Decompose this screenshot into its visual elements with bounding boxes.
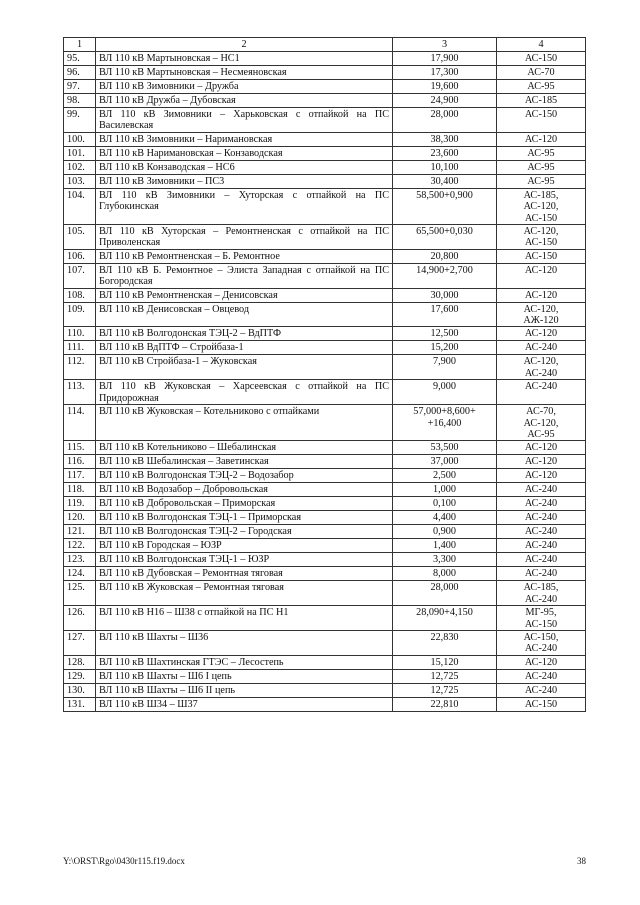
line-length: 17,900 — [393, 52, 497, 66]
wire-type: АС-70 — [497, 66, 586, 80]
wire-type: АС-240 — [497, 567, 586, 581]
wire-type: АС-120, АС-240 — [497, 355, 586, 380]
table-row — [64, 553, 586, 567]
row-number: 126. — [64, 606, 96, 631]
line-length: 3,300 — [393, 553, 497, 567]
table-row — [64, 132, 586, 146]
table-row — [64, 66, 586, 80]
row-number: 123. — [64, 553, 96, 567]
line-name: ВЛ 110 кВ Наримановская – Конзаводская — [96, 146, 393, 160]
line-name: ВЛ 110 кВ Волгодонская ТЭЦ-1 – Приморская — [96, 511, 393, 525]
wire-type: АС-240 — [497, 669, 586, 683]
line-name: ВЛ 110 кВ Конзаводская – НС6 — [96, 160, 393, 174]
table-row — [64, 327, 586, 341]
table-row — [64, 567, 586, 581]
line-length: 12,725 — [393, 669, 497, 683]
row-number: 129. — [64, 669, 96, 683]
line-name: ВЛ 110 кВ Стройбаза-1 – Жуковская — [96, 355, 393, 380]
line-length: 57,000+8,600+ +16,400 — [393, 405, 497, 441]
footer-file-path: Y:\ORST\Rgo\0430r115.f19.docx — [63, 856, 185, 866]
table-row — [64, 52, 586, 66]
row-number: 111. — [64, 341, 96, 355]
wire-type: АС-120 — [497, 288, 586, 302]
row-number: 118. — [64, 483, 96, 497]
line-length: 4,400 — [393, 511, 497, 525]
row-number: 100. — [64, 132, 96, 146]
line-length: 2,500 — [393, 469, 497, 483]
wire-type: АС-240 — [497, 497, 586, 511]
line-length: 20,800 — [393, 249, 497, 263]
table-header-row — [64, 38, 586, 52]
table-row — [64, 146, 586, 160]
row-number: 112. — [64, 355, 96, 380]
row-number: 103. — [64, 174, 96, 188]
line-name: ВЛ 110 кВ Волгодонская ТЭЦ-1 – ЮЗР — [96, 553, 393, 567]
table-row — [64, 655, 586, 669]
row-number: 127. — [64, 630, 96, 655]
row-number: 99. — [64, 108, 96, 133]
table-row — [64, 288, 586, 302]
line-length: 30,000 — [393, 288, 497, 302]
line-name: ВЛ 110 кВ Шахты – Ш6 I цепь — [96, 669, 393, 683]
table-row — [64, 455, 586, 469]
wire-type: АС-240 — [497, 511, 586, 525]
wire-type: АС-240 — [497, 525, 586, 539]
wire-type: АС-120 — [497, 655, 586, 669]
line-name: ВЛ 110 кВ Жуковская – Ремонтная тяговая — [96, 581, 393, 606]
table-row — [64, 683, 586, 697]
row-number: 130. — [64, 683, 96, 697]
table-row — [64, 380, 586, 405]
wire-type: АС-95 — [497, 174, 586, 188]
line-length: 0,900 — [393, 525, 497, 539]
line-length: 28,000 — [393, 581, 497, 606]
table-row — [64, 539, 586, 553]
row-number: 106. — [64, 249, 96, 263]
line-name: ВЛ 110 кВ Шахты – Ш6 II цепь — [96, 683, 393, 697]
wire-type: АС-95 — [497, 146, 586, 160]
wire-type: АС-240 — [497, 539, 586, 553]
line-length: 15,120 — [393, 655, 497, 669]
line-name: ВЛ 110 кВ Мартыновская – Несмеяновская — [96, 66, 393, 80]
line-name: ВЛ 110 кВ Шебалинская – Заветинская — [96, 455, 393, 469]
line-length: 14,900+2,700 — [393, 263, 497, 288]
line-length: 15,200 — [393, 341, 497, 355]
table-row — [64, 80, 586, 94]
line-length: 12,500 — [393, 327, 497, 341]
wire-type: АС-240 — [497, 380, 586, 405]
line-length: 10,100 — [393, 160, 497, 174]
row-number: 104. — [64, 188, 96, 224]
row-number: 119. — [64, 497, 96, 511]
line-length: 9,000 — [393, 380, 497, 405]
line-name: ВЛ 110 кВ Жуковская – Котельниково с отпайками — [96, 405, 393, 441]
wire-type: АС-120, АС-150 — [497, 225, 586, 250]
table-row — [64, 497, 586, 511]
table-row — [64, 188, 586, 224]
row-number: 120. — [64, 511, 96, 525]
line-length: 19,600 — [393, 80, 497, 94]
wire-type: АС-120 — [497, 455, 586, 469]
table-row — [64, 606, 586, 631]
line-length: 8,000 — [393, 567, 497, 581]
table-row — [64, 341, 586, 355]
line-name: ВЛ 110 кВ Добровольская – Приморская — [96, 497, 393, 511]
wire-type: АС-120, АЖ-120 — [497, 302, 586, 327]
table-row — [64, 263, 586, 288]
wire-type: АС-120 — [497, 327, 586, 341]
line-length: 28,000 — [393, 108, 497, 133]
row-number: 121. — [64, 525, 96, 539]
row-number: 101. — [64, 146, 96, 160]
table-row — [64, 630, 586, 655]
line-name: ВЛ 110 кВ Городская – ЮЗР — [96, 539, 393, 553]
row-number: 124. — [64, 567, 96, 581]
wire-type: МГ-95, АС-150 — [497, 606, 586, 631]
header-col-4: 4 — [497, 38, 586, 52]
line-name: ВЛ 110 кВ Денисовская – Овцевод — [96, 302, 393, 327]
header-col-1: 1 — [64, 38, 96, 52]
lines-table — [63, 37, 586, 712]
row-number: 110. — [64, 327, 96, 341]
row-number: 102. — [64, 160, 96, 174]
wire-type: АС-95 — [497, 80, 586, 94]
line-name: ВЛ 110 кВ Шахты – Ш36 — [96, 630, 393, 655]
line-name: ВЛ 110 кВ Котельниково – Шебалинская — [96, 441, 393, 455]
table-row — [64, 160, 586, 174]
row-number: 107. — [64, 263, 96, 288]
table-row — [64, 669, 586, 683]
table-row — [64, 697, 586, 711]
line-name: ВЛ 110 кВ Ремонтненская – Б. Ремонтное — [96, 249, 393, 263]
row-number: 113. — [64, 380, 96, 405]
line-length: 7,900 — [393, 355, 497, 380]
line-name: ВЛ 110 кВ Шахтинская ГТЭС – Лесостепь — [96, 655, 393, 669]
table-row — [64, 94, 586, 108]
line-length: 38,300 — [393, 132, 497, 146]
line-length: 37,000 — [393, 455, 497, 469]
wire-type: АС-70, АС-120, АС-95 — [497, 405, 586, 441]
line-name: ВЛ 110 кВ Б. Ремонтное – Элиста Западная с отпайкой на ПС Богородская — [96, 263, 393, 288]
table-row — [64, 355, 586, 380]
row-number: 131. — [64, 697, 96, 711]
row-number: 96. — [64, 66, 96, 80]
line-name: ВЛ 110 кВ Мартыновская – НС1 — [96, 52, 393, 66]
line-length: 24,900 — [393, 94, 497, 108]
row-number: 108. — [64, 288, 96, 302]
table-row — [64, 174, 586, 188]
wire-type: АС-150, АС-240 — [497, 630, 586, 655]
line-length: 0,100 — [393, 497, 497, 511]
table-row — [64, 511, 586, 525]
page-number: 38 — [577, 856, 586, 866]
line-length: 17,600 — [393, 302, 497, 327]
table-row — [64, 525, 586, 539]
wire-type: АС-150 — [497, 108, 586, 133]
wire-type: АС-240 — [497, 341, 586, 355]
wire-type: АС-240 — [497, 483, 586, 497]
wire-type: АС-120 — [497, 263, 586, 288]
line-name: ВЛ 110 кВ Волгодонская ТЭЦ-2 – ВдПТФ — [96, 327, 393, 341]
line-name: ВЛ 110 кВ Дружба – Дубовская — [96, 94, 393, 108]
row-number: 98. — [64, 94, 96, 108]
line-name: ВЛ 110 кВ Зимовники – Хуторская с отпайкой на ПС Глубокинская — [96, 188, 393, 224]
table-row — [64, 249, 586, 263]
row-number: 122. — [64, 539, 96, 553]
wire-type: АС-150 — [497, 249, 586, 263]
line-length: 28,090+4,150 — [393, 606, 497, 631]
line-name: ВЛ 110 кВ Зимовники – Наримановская — [96, 132, 393, 146]
table-row — [64, 302, 586, 327]
row-number: 95. — [64, 52, 96, 66]
table-row — [64, 108, 586, 133]
row-number: 128. — [64, 655, 96, 669]
line-name: ВЛ 110 кВ Волгодонская ТЭЦ-2 – Городская — [96, 525, 393, 539]
line-name: ВЛ 110 кВ Зимовники – Харьковская с отпайкой на ПС Василевская — [96, 108, 393, 133]
wire-type: АС-95 — [497, 160, 586, 174]
line-length: 23,600 — [393, 146, 497, 160]
table-row — [64, 405, 586, 441]
header-col-2: 2 — [96, 38, 393, 52]
wire-type: АС-120 — [497, 441, 586, 455]
wire-type: АС-150 — [497, 52, 586, 66]
wire-type: АС-150 — [497, 697, 586, 711]
line-length: 30,400 — [393, 174, 497, 188]
table-row — [64, 469, 586, 483]
wire-type: АС-120 — [497, 469, 586, 483]
line-name: ВЛ 110 кВ Хуторская – Ремонтненская с отпайкой на ПС Приволенская — [96, 225, 393, 250]
wire-type: АС-120 — [497, 132, 586, 146]
table-row — [64, 225, 586, 250]
table-row — [64, 483, 586, 497]
line-length: 22,810 — [393, 697, 497, 711]
line-name: ВЛ 110 кВ Дубовская – Ремонтная тяговая — [96, 567, 393, 581]
row-number: 115. — [64, 441, 96, 455]
table-row — [64, 441, 586, 455]
header-col-3: 3 — [393, 38, 497, 52]
wire-type: АС-185, АС-120, АС-150 — [497, 188, 586, 224]
line-name: ВЛ 110 кВ Водозабор – Добровольская — [96, 483, 393, 497]
line-name: ВЛ 110 кВ Ш34 – Ш37 — [96, 697, 393, 711]
line-length: 12,725 — [393, 683, 497, 697]
wire-type: АС-240 — [497, 683, 586, 697]
line-length: 53,500 — [393, 441, 497, 455]
table-row — [64, 581, 586, 606]
row-number: 117. — [64, 469, 96, 483]
line-length: 1,000 — [393, 483, 497, 497]
row-number: 97. — [64, 80, 96, 94]
line-name: ВЛ 110 кВ Ремонтненская – Денисовская — [96, 288, 393, 302]
line-name: ВЛ 110 кВ Волгодонская ТЭЦ-2 – Водозабор — [96, 469, 393, 483]
row-number: 114. — [64, 405, 96, 441]
wire-type: АС-185, АС-240 — [497, 581, 586, 606]
lines-table-body — [64, 38, 586, 712]
wire-type: АС-185 — [497, 94, 586, 108]
line-length: 58,500+0,900 — [393, 188, 497, 224]
row-number: 116. — [64, 455, 96, 469]
row-number: 125. — [64, 581, 96, 606]
line-length: 22,830 — [393, 630, 497, 655]
line-name: ВЛ 110 кВ Зимовники – ПС3 — [96, 174, 393, 188]
line-name: ВЛ 110 кВ Зимовники – Дружба — [96, 80, 393, 94]
wire-type: АС-240 — [497, 553, 586, 567]
row-number: 105. — [64, 225, 96, 250]
line-name: ВЛ 110 кВ Жуковская – Харсеевская с отпайкой на ПС Придорожная — [96, 380, 393, 405]
line-name: ВЛ 110 кВ ВдПТФ – Стройбаза-1 — [96, 341, 393, 355]
line-length: 1,400 — [393, 539, 497, 553]
line-length: 17,300 — [393, 66, 497, 80]
row-number: 109. — [64, 302, 96, 327]
line-name: ВЛ 110 кВ Н16 – Ш38 с отпайкой на ПС Н1 — [96, 606, 393, 631]
line-length: 65,500+0,030 — [393, 225, 497, 250]
